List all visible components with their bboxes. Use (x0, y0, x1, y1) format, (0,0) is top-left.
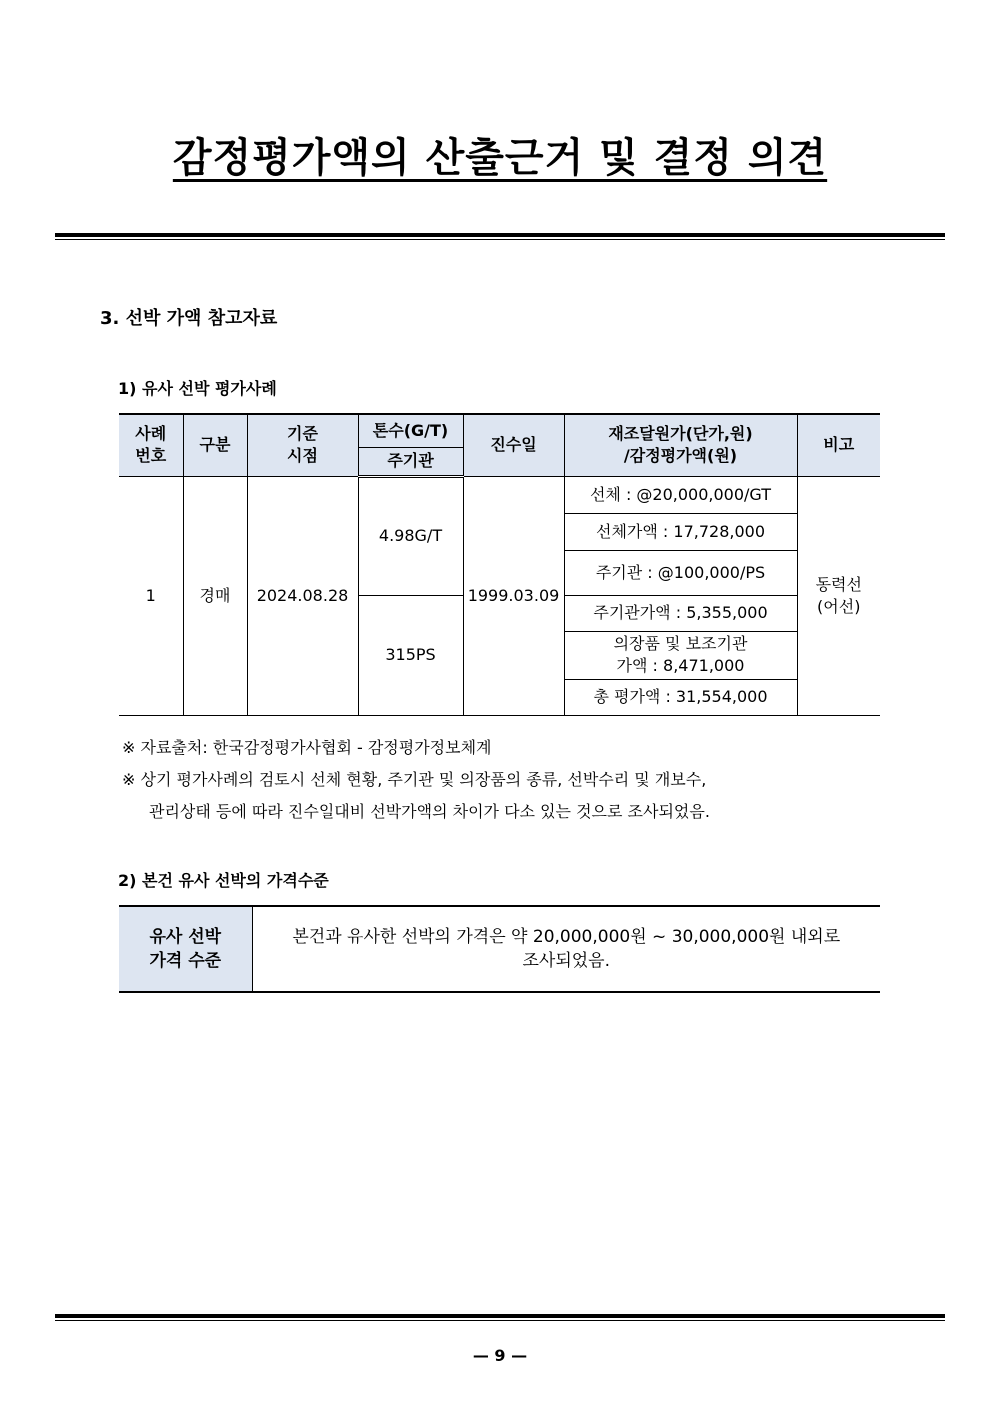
cell-case-no: 1 (119, 476, 183, 715)
cell-launch-date: 1999.03.09 (463, 476, 564, 715)
appraisal-cases-table (119, 413, 880, 716)
cell-base-date: 2024.08.28 (247, 476, 358, 715)
remark-note-continued: 관리상태 등에 따라 진수일대비 선박가액의 차이가 다소 있는 것으로 조사되었음. (149, 802, 710, 821)
cell-hull-value: 선체가액 : 17,728,000 (564, 513, 797, 550)
header-remarks: 비고 (797, 414, 880, 476)
top-divider (55, 233, 945, 240)
price-level-table (119, 905, 880, 993)
header-base-date: 기준 시점 (247, 414, 358, 476)
cell-total-value: 총 평가액 : 31,554,000 (564, 679, 797, 715)
header-cost: 재조달원가(단가,원) /감정평가액(원) (564, 414, 797, 476)
table-notes (122, 732, 710, 828)
cell-engine-value: 주기관가액 : 5,355,000 (564, 595, 797, 631)
cell-engine: 315PS (358, 595, 463, 715)
header-category: 구분 (183, 414, 247, 476)
header-launch-date: 진수일 (463, 414, 564, 476)
cell-remarks: 동력선 (어선) (797, 476, 880, 715)
cell-tonnage: 4.98G/T (358, 476, 463, 595)
bottom-divider (55, 1314, 945, 1321)
price-level-label: 유사 선박 가격 수준 (119, 906, 252, 992)
cell-category: 경매 (183, 476, 247, 715)
cell-engine-unit-price: 주기관 : @100,000/PS (564, 550, 797, 595)
subsection-heading-cases: 1) 유사 선박 평가사례 (118, 379, 277, 398)
price-level-text: 본건과 유사한 선박의 가격은 약 20,000,000원 ~ 30,000,000원 내외로 조사되었음. (252, 906, 880, 992)
remark-note: ※ 상기 평가사례의 검토시 선체 현황, 주기관 및 의장품의 종류, 선박수리 및 개보수, (122, 770, 707, 789)
header-tonnage: 톤수(G/T) (358, 414, 463, 447)
header-case-no: 사례 번호 (119, 414, 183, 476)
section-heading: 3. 선박 가액 참고자료 (100, 308, 278, 329)
page-number: — 9 — (472, 1346, 528, 1365)
header-main-engine: 주기관 (358, 447, 463, 476)
cell-hull-unit-price: 선체 : @20,000,000/GT (564, 476, 797, 513)
source-note: ※ 자료출처: 한국감정평가사협회 - 감정평가정보체계 (122, 738, 492, 757)
subsection-heading-price-level: 2) 본건 유사 선박의 가격수준 (118, 871, 329, 890)
cell-equipment-value: 의장품 및 보조기관 가액 : 8,471,000 (564, 631, 797, 679)
page-title: 감정평가액의 산출근거 및 결정 의견 (172, 135, 828, 181)
